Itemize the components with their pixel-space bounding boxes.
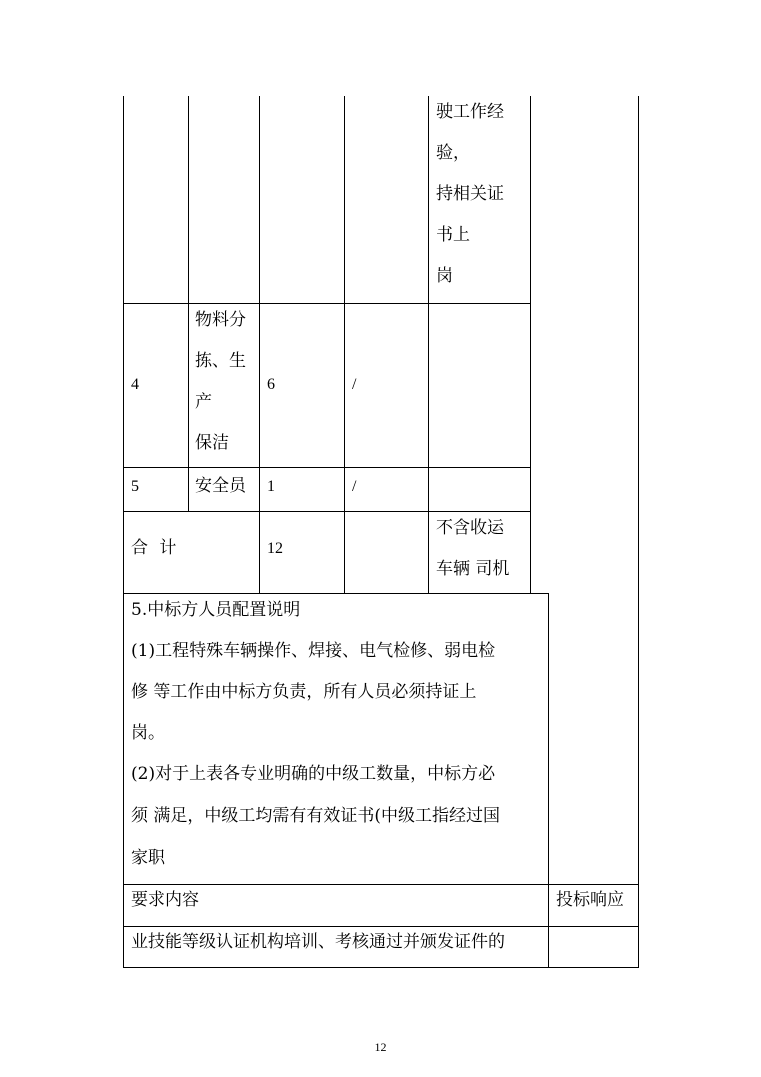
- notes-line-7: 家职: [131, 848, 165, 868]
- rule-row4-top: [123, 303, 530, 304]
- total-note-line-2: 车辆 司机: [436, 559, 510, 579]
- row5-post: 安全员: [195, 476, 246, 496]
- cont-req-line-3: 持相关证: [436, 184, 504, 204]
- row5-no: 5: [131, 478, 139, 495]
- rule-col7: [548, 593, 549, 968]
- notes-line-6: 须 满足，中级工均需有有效证书(中级工指经过国: [131, 806, 501, 826]
- rule-col6: [530, 96, 531, 594]
- total-count: 12: [267, 540, 283, 557]
- notes-line-2: (1)工程特殊车辆操作、焊接、电气检修、弱电检: [131, 641, 496, 661]
- rule-col3: [259, 96, 260, 594]
- rule-last-top: [123, 926, 639, 927]
- notes-line-4: 岗。: [131, 723, 165, 743]
- rule-total-top: [123, 511, 530, 512]
- cont-req-line-5: 岗: [436, 266, 453, 286]
- rule-header-top: [123, 884, 639, 885]
- total-label: 合 计: [131, 538, 177, 558]
- rule-col5: [428, 96, 429, 594]
- rule-notes-top: [123, 593, 549, 594]
- row5-level: /: [352, 478, 357, 495]
- row4-post-line-1: 物料分: [195, 310, 246, 330]
- row4-post-line-2: 拣、生: [195, 351, 246, 371]
- cont-req-line-4: 书上: [436, 225, 470, 245]
- header-requirement: 要求内容: [131, 890, 199, 910]
- row4-post-line-4: 保洁: [195, 433, 229, 453]
- last-row-text: 业技能等级认证机构培训、考核通过并颁发证件的: [131, 932, 505, 952]
- page-number: 12: [374, 1040, 387, 1054]
- rule-col4: [344, 96, 345, 594]
- total-note-line-1: 不含收运: [436, 518, 504, 538]
- row4-no: 4: [131, 376, 139, 393]
- row5-count: 1: [267, 478, 275, 495]
- row4-post-line-3: 产: [195, 392, 212, 412]
- notes-line-3: 修 等工作由中标方负责，所有人员必须持证上: [131, 682, 477, 702]
- row4-level: /: [352, 376, 357, 393]
- notes-line-5: (2)对于上表各专业明确的中级工数量，中标方必: [131, 764, 496, 784]
- rule-bottom: [123, 967, 639, 968]
- notes-line-1: 5.中标方人员配置说明: [131, 600, 301, 620]
- rule-row5-top: [123, 467, 530, 468]
- cont-req-line-1: 驶工作经: [436, 102, 504, 122]
- rule-left: [123, 96, 124, 968]
- cont-req-line-2: 验，: [436, 143, 470, 163]
- row4-count: 6: [267, 376, 275, 393]
- rule-col2: [188, 96, 189, 512]
- header-response: 投标响应: [556, 890, 624, 910]
- rule-right: [638, 96, 639, 968]
